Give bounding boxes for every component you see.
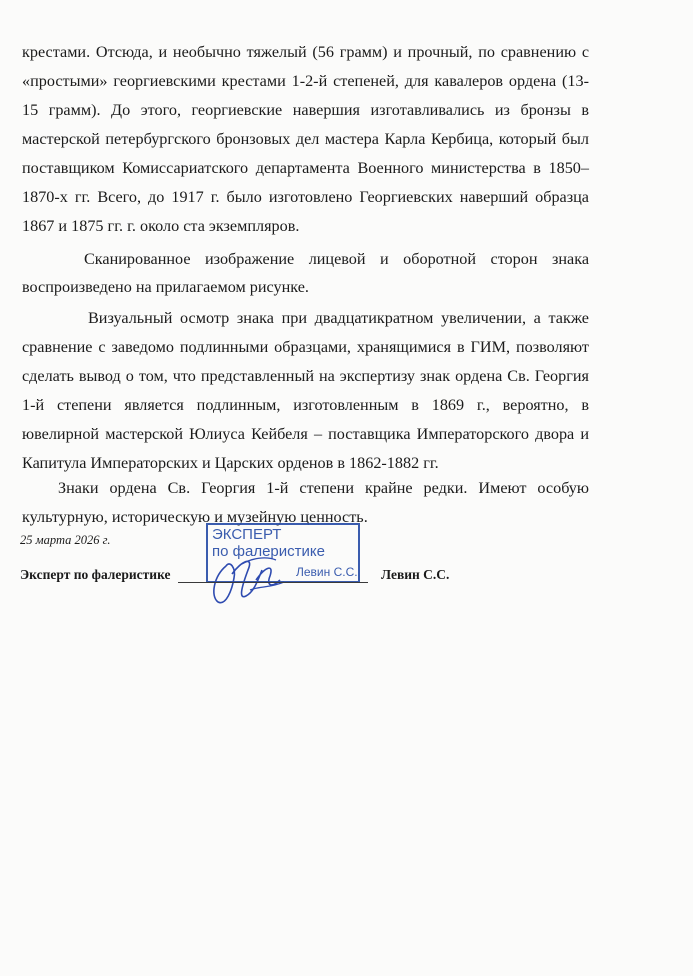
text-line: мастерской петербургского бронзовых дел мастера Карла Кербица, который был	[22, 130, 589, 148]
document-date: 25 марта 2026 г.	[20, 533, 111, 547]
text-line: Сканированное изображение лицевой и оборотной сторон знака	[84, 250, 589, 268]
stamp-subtitle: по фалеристике	[212, 543, 325, 560]
text-line: культурную, историческую и музейную ценность.	[22, 508, 368, 526]
text-line: Знаки ордена Св. Георгия 1-й степени крайне редки. Имеют особую	[58, 479, 589, 497]
text-line: сравнение с заведомо подлинными образцами, хранящимися в ГИМ, позволяют	[22, 338, 589, 356]
text-line: ювелирной мастерской Юлиуса Кейбеля – поставщика Императорского двора и	[22, 425, 589, 443]
paragraph-visual-inspection	[22, 304, 589, 478]
text-line: крестами. Отсюда, и необычно тяжелый (56 грамм) и прочный, по сравнению с	[22, 43, 589, 61]
text-line: 1867 и 1875 гг. г. около ста экземпляров.	[22, 217, 300, 235]
stamp-title: ЭКСПЕРТ	[212, 526, 282, 543]
signature-line	[178, 582, 368, 583]
signer-label: Эксперт по фалеристике	[20, 567, 171, 582]
stamp-name: Левин С.С.	[296, 565, 358, 579]
paragraph-scanned-image	[22, 245, 589, 301]
text-line: 1870-х гг. Всего, до 1917 г. было изготовлено Георгиевских наверший образца	[22, 188, 589, 206]
text-line: 1-й степени является подлинным, изготовленным в 1869 г., вероятно, в	[22, 396, 589, 414]
text-line: Визуальный осмотр знака при двадцатикратном увеличении, а также	[88, 309, 589, 327]
text-line: 15 грамм). До этого, георгиевские навершия изготавливались из бронзы в	[22, 101, 589, 119]
text-line: Капитула Императорских и Царских орденов в 1862-1882 гг.	[22, 454, 439, 472]
handwritten-signature	[196, 530, 306, 610]
paragraph-order-description	[22, 38, 589, 241]
text-line: поставщиком Комиссариатского департамента Военного министерства в 1850–	[22, 159, 589, 177]
text-line: воспроизведено на прилагаемом рисунке.	[22, 278, 309, 296]
signer-name: Левин С.С.	[381, 567, 450, 582]
text-line: «простыми» георгиевскими крестами 1-2-й степеней, для кавалеров ордена (13-	[22, 72, 589, 90]
text-line: сделать вывод о том, что представленный на экспертизу знак ордена Св. Георгия	[22, 367, 589, 385]
